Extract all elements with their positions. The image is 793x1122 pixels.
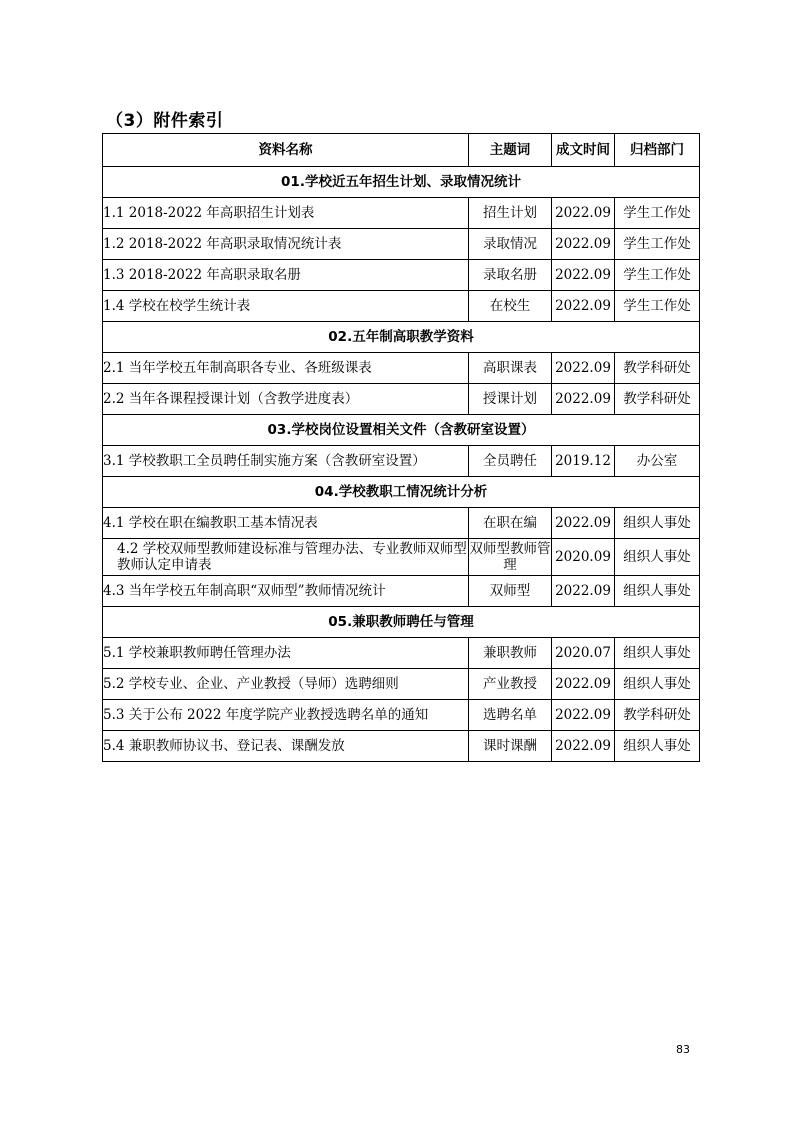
item-dept: 学生工作处	[615, 260, 700, 291]
item-keyword: 双师型	[469, 576, 552, 607]
item-date: 2020.07	[552, 638, 615, 669]
item-keyword: 选聘名单	[469, 700, 552, 731]
section-title: 02.五年制高职教学资料	[103, 322, 700, 353]
table-header-row	[103, 134, 700, 167]
item-name: 2.2 当年各课程授课计划（含教学进度表）	[103, 384, 469, 415]
item-date: 2022.09	[552, 731, 615, 762]
table-row	[103, 198, 700, 229]
section-row	[103, 477, 700, 508]
item-dept: 学生工作处	[615, 229, 700, 260]
item-dept: 组织人事处	[615, 638, 700, 669]
item-name: 5.1 学校兼职教师聘任管理办法	[103, 638, 469, 669]
table-row	[103, 291, 700, 322]
item-name: 1.1 2018-2022 年高职招生计划表	[103, 198, 469, 229]
item-keyword: 产业教授	[469, 669, 552, 700]
item-name: 4.3 当年学校五年制高职“双师型”教师情况统计	[103, 576, 469, 607]
item-dept: 组织人事处	[615, 508, 700, 539]
item-keyword: 课时课酬	[469, 731, 552, 762]
section-row	[103, 322, 700, 353]
header-date: 成文时间	[552, 134, 615, 167]
item-dept: 教学科研处	[615, 384, 700, 415]
item-dept: 教学科研处	[615, 353, 700, 384]
item-keyword: 在校生	[469, 291, 552, 322]
item-name: 4.2 学校双师型教师建设标准与管理办法、专业教师双师型教师认定申请表	[103, 539, 469, 576]
item-date: 2019.12	[552, 446, 615, 477]
item-dept: 组织人事处	[615, 669, 700, 700]
item-date: 2020.09	[552, 539, 615, 576]
item-dept: 教学科研处	[615, 700, 700, 731]
item-name: 2.1 当年学校五年制高职各专业、各班级课表	[103, 353, 469, 384]
item-date: 2022.09	[552, 291, 615, 322]
item-date: 2022.09	[552, 576, 615, 607]
item-date: 2022.09	[552, 669, 615, 700]
item-name: 4.1 学校在职在编教职工基本情况表	[103, 508, 469, 539]
table-row	[103, 576, 700, 607]
section-title: 01.学校近五年招生计划、录取情况统计	[103, 167, 700, 198]
table-row	[103, 731, 700, 762]
header-keyword: 主题词	[469, 134, 552, 167]
item-date: 2022.09	[552, 353, 615, 384]
item-name: 3.1 学校教职工全员聘任制实施方案（含教研室设置）	[103, 446, 469, 477]
item-keyword: 兼职教师	[469, 638, 552, 669]
section-row	[103, 415, 700, 446]
item-keyword: 在职在编	[469, 508, 552, 539]
item-keyword: 高职课表	[469, 353, 552, 384]
item-dept: 学生工作处	[615, 291, 700, 322]
item-date: 2022.09	[552, 384, 615, 415]
item-dept: 办公室	[615, 446, 700, 477]
table-row	[103, 446, 700, 477]
section-title: 05.兼职教师聘任与管理	[103, 607, 700, 638]
item-date: 2022.09	[552, 229, 615, 260]
item-dept: 组织人事处	[615, 576, 700, 607]
item-name: 1.4 学校在校学生统计表	[103, 291, 469, 322]
table-row	[103, 700, 700, 731]
table-row	[103, 229, 700, 260]
header-dept: 归档部门	[615, 134, 700, 167]
item-dept: 学生工作处	[615, 198, 700, 229]
section-heading: （3）附件索引	[106, 111, 224, 131]
table-row	[103, 353, 700, 384]
item-keyword: 授课计划	[469, 384, 552, 415]
item-name: 5.2 学校专业、企业、产业教授（导师）选聘细则	[103, 669, 469, 700]
table-row	[103, 638, 700, 669]
item-keyword: 招生计划	[469, 198, 552, 229]
item-date: 2022.09	[552, 260, 615, 291]
item-date: 2022.09	[552, 700, 615, 731]
section-row	[103, 607, 700, 638]
item-date: 2022.09	[552, 198, 615, 229]
table-row	[103, 384, 700, 415]
table-row	[103, 508, 700, 539]
table-row	[103, 539, 700, 576]
table-row	[103, 260, 700, 291]
page-number: 83	[676, 1043, 690, 1056]
item-keyword: 录取情况	[469, 229, 552, 260]
item-name: 1.3 2018-2022 年高职录取名册	[103, 260, 469, 291]
item-keyword: 全员聘任	[469, 446, 552, 477]
attachment-index-table	[102, 133, 700, 762]
header-name: 资料名称	[103, 134, 469, 167]
item-date: 2022.09	[552, 508, 615, 539]
item-name: 5.4 兼职教师协议书、登记表、课酬发放	[103, 731, 469, 762]
item-name: 5.3 关于公布 2022 年度学院产业教授选聘名单的通知	[103, 700, 469, 731]
table-row	[103, 669, 700, 700]
item-name: 1.2 2018-2022 年高职录取情况统计表	[103, 229, 469, 260]
item-dept: 组织人事处	[615, 539, 700, 576]
section-title: 03.学校岗位设置相关文件（含教研室设置）	[103, 415, 700, 446]
item-keyword: 录取名册	[469, 260, 552, 291]
section-row	[103, 167, 700, 198]
item-keyword: 双师型教师管理	[469, 539, 552, 576]
section-title: 04.学校教职工情况统计分析	[103, 477, 700, 508]
item-dept: 组织人事处	[615, 731, 700, 762]
